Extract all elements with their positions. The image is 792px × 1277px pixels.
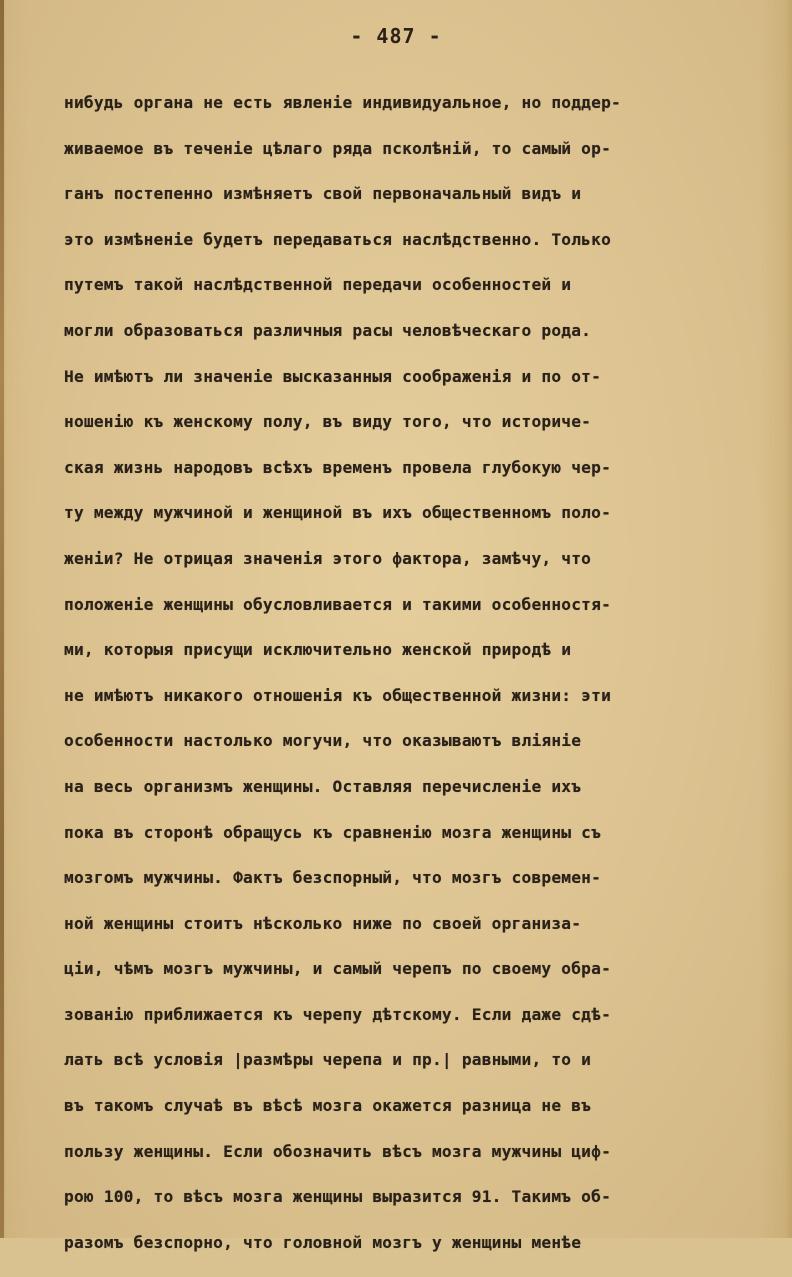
text-line: положеніе женщины обусловливается и такими особенностя-: [64, 594, 612, 614]
text-line: на весь организмъ женщины. Оставляя перечисленіе ихъ: [64, 776, 582, 796]
text-line: ская жизнь народовъ всѣхъ временъ провела глубокую чер-: [64, 457, 612, 477]
text-line: ми, которыя присущи исключительно женской природѣ и: [64, 640, 572, 660]
text-line: это измѣненіе будетъ передаваться наслѣдственно. Только: [64, 229, 612, 249]
text-line: женіи? Не отрицая значенія этого фактора, замѣчу, что: [64, 548, 592, 568]
text-line: не имѣютъ никакого отношенія къ общественной жизни: эти: [64, 685, 612, 705]
text-line: пока въ сторонѣ обращусь къ сравненію мозга женщины съ: [64, 822, 602, 842]
text-line: въ такомъ случаѣ въ вѣсѣ мозга окажется разница не въ: [64, 1096, 592, 1116]
text-line: разомъ безспорно, что головной мозгъ у женщины менѣе: [64, 1232, 582, 1252]
text-line: пользу женщины. Если обозначить вѣсъ мозга мужчины циф-: [64, 1141, 612, 1161]
text-line: ціи, чѣмъ мозгъ мужчины, и самый черепъ по своему обра-: [64, 959, 612, 979]
text-line: Не имѣютъ ли значеніе высказанныя соображенія и по от-: [64, 366, 602, 386]
text-line: рою 100, то вѣсъ мозга женщины выразится 91. Такимъ об-: [64, 1187, 612, 1207]
text-line: зованію приближается къ черепу дѣтскому. Если даже сдѣ-: [64, 1004, 612, 1024]
body-text: [64, 92, 764, 1277]
text-line: ной женщины стоитъ нѣсколько ниже по своей организа-: [64, 913, 582, 933]
text-line: ту между мужчиной и женщиной въ ихъ общественномъ поло-: [64, 503, 612, 523]
text-line: особенности настолько могучи, что оказываютъ вліяніе: [64, 731, 582, 751]
page-number: - 487 -: [350, 24, 442, 48]
text-line: мозгомъ мужчины. Фактъ безспорный, что мозгъ современ-: [64, 868, 602, 888]
text-line: нибудь органа не есть явленіе индивидуальное, но поддер-: [64, 93, 621, 112]
text-line: живаемое въ теченіе цѣлаго ряда псколѣній, то самый ор-: [64, 138, 612, 158]
text-line: лать всѣ условія |размѣры черепа и пр.| равными, то и: [64, 1050, 592, 1070]
text-line: могли образоваться различныя расы человѣческаго рода.: [64, 320, 592, 340]
text-line: ганъ постепенно измѣняетъ свой первоначальный видъ и: [64, 184, 582, 204]
text-line: путемъ такой наслѣдственной передачи особенностей и: [64, 275, 572, 295]
page-binding-edge: [0, 0, 4, 1238]
text-line: ношенію къ женскому полу, въ виду того, что историче-: [64, 412, 592, 432]
